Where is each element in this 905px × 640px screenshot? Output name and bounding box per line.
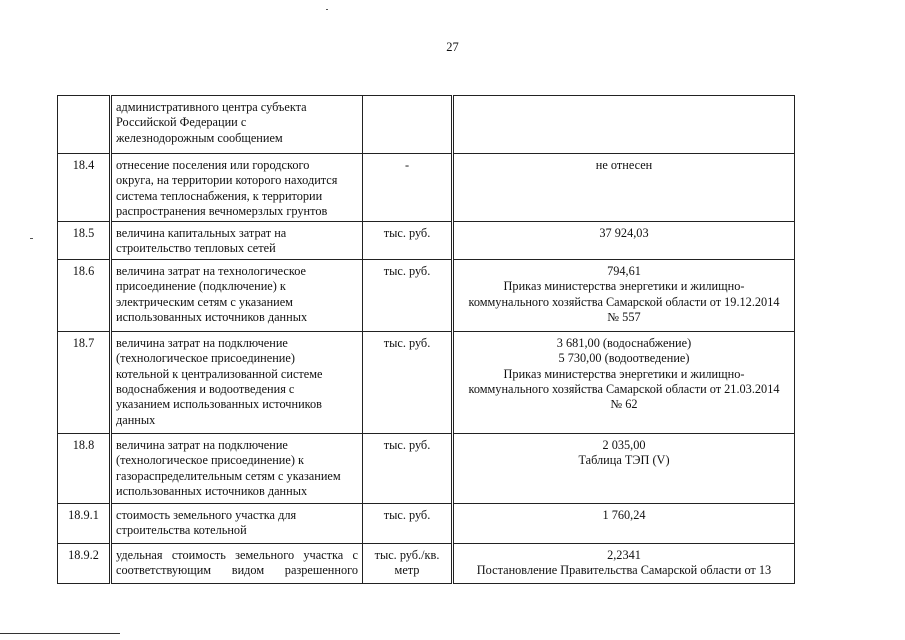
unit-cell: - xyxy=(363,154,453,222)
unit-cell: тыс. руб. xyxy=(363,332,453,434)
unit-text: тыс. руб./кв. xyxy=(374,548,440,563)
parameter-text: строительства котельной xyxy=(116,523,247,538)
parameter-text: котельной к централизованной системе xyxy=(116,366,323,381)
value-cell xyxy=(453,260,795,332)
value-cell xyxy=(453,154,795,222)
unit-cell: тыс. руб. xyxy=(363,504,453,544)
parameter-cell xyxy=(111,434,363,504)
parameter-text: (технологическое присоединение) xyxy=(116,351,295,366)
parameter-text: данных xyxy=(116,412,156,427)
row-number: 18.9.2 xyxy=(58,544,111,584)
table-row xyxy=(58,434,795,504)
parameter-text: газораспределительным сетям с указанием xyxy=(116,468,341,483)
parameter-cell xyxy=(111,96,363,154)
scan-speck xyxy=(30,238,33,239)
value-cell xyxy=(453,544,795,584)
unit-text: метр xyxy=(394,563,420,578)
unit-cell: тыс. руб. xyxy=(363,222,453,260)
value-cell xyxy=(453,96,795,154)
table-row xyxy=(58,222,795,260)
parameter-text: отнесение поселения или городского xyxy=(116,158,310,172)
row-number: 18.6 xyxy=(58,260,111,332)
table-row xyxy=(58,332,795,434)
scan-speck xyxy=(326,9,328,10)
value-cell xyxy=(453,222,795,260)
value-text: не отнесен xyxy=(595,158,653,172)
value-text: 37 924,03 xyxy=(599,226,649,241)
footnote-rule xyxy=(0,633,120,634)
parameter-text: соответствующим видом разрешенного xyxy=(116,563,358,578)
parameter-cell xyxy=(111,504,363,544)
row-number: 18.9.1 xyxy=(58,504,111,544)
value-text: № 62 xyxy=(610,397,638,412)
row-number: 18.5 xyxy=(58,222,111,260)
parameter-text: распространения вечномерзлых грунтов xyxy=(116,203,328,218)
parameter-text: использованных источников данных xyxy=(116,484,308,499)
parameter-text: удельная стоимость земельного участка с xyxy=(116,548,358,563)
parameter-text: строительство тепловых сетей xyxy=(116,241,276,256)
value-text: 794,61 xyxy=(607,264,641,279)
page-number: 27 xyxy=(446,40,459,54)
value-text: 2 035,00 xyxy=(602,438,646,453)
row-number: 18.8 xyxy=(58,434,111,504)
parameter-cell xyxy=(111,544,363,584)
parameter-text: величина капитальных затрат на xyxy=(116,226,287,241)
parameters-table xyxy=(57,95,795,584)
parameter-text: указанием использованных источников xyxy=(116,397,322,412)
table-row xyxy=(58,544,795,584)
parameter-text: величина затрат на технологическое xyxy=(116,264,306,279)
value-text: коммунального хозяйства Самарской области от 19.12.2014 xyxy=(468,294,780,309)
unit-cell: тыс. руб. xyxy=(363,260,453,332)
parameter-text: присоединение (подключение) к xyxy=(116,279,286,294)
parameter-text: железнодорожным сообщением xyxy=(116,130,283,145)
value-text: № 557 xyxy=(607,310,641,325)
parameter-text: стоимость земельного участка для xyxy=(116,508,297,523)
value-text: 5 730,00 (водоотведение) xyxy=(558,351,690,366)
value-text: Таблица ТЭП (V) xyxy=(578,453,670,468)
value-text: 2,2341 xyxy=(607,548,641,563)
parameter-cell xyxy=(111,332,363,434)
table-row xyxy=(58,154,795,222)
value-cell xyxy=(453,504,795,544)
parameter-text: (технологическое присоединение) к xyxy=(116,453,304,468)
unit-cell xyxy=(363,96,453,154)
table-row xyxy=(58,504,795,544)
unit-cell: тыс. руб. xyxy=(363,434,453,504)
parameter-text: система теплоснабжения, к территории xyxy=(116,188,323,203)
row-number: 18.4 xyxy=(58,154,111,222)
parameter-cell xyxy=(111,222,363,260)
parameter-text: величина затрат на подключение xyxy=(116,336,288,351)
value-text: Постановление Правительства Самарской области от 13 xyxy=(476,563,772,578)
parameter-text: округа, на территории которого находится xyxy=(116,173,338,188)
row-number: 18.7 xyxy=(58,332,111,434)
value-cell xyxy=(453,332,795,434)
value-text: 3 681,00 (водоснабжение) xyxy=(556,336,692,351)
unit-cell xyxy=(363,544,453,584)
table-row xyxy=(58,96,795,154)
parameter-text: водоснабжения и водоотведения с xyxy=(116,382,295,397)
parameter-cell xyxy=(111,154,363,222)
row-number xyxy=(58,96,111,154)
value-text: 1 760,24 xyxy=(602,508,646,523)
value-cell xyxy=(453,434,795,504)
parameter-text: электрическим сетям с указанием xyxy=(116,294,293,309)
value-text: Приказ министерства энергетики и жилищно- xyxy=(503,279,745,294)
value-text: Приказ министерства энергетики и жилищно- xyxy=(503,366,745,381)
parameter-text: административного центра субъекта xyxy=(116,100,307,114)
parameter-text: Российской Федерации с xyxy=(116,115,247,130)
parameter-text: использованных источников данных xyxy=(116,310,308,325)
table-row xyxy=(58,260,795,332)
parameter-text: величина затрат на подключение xyxy=(116,438,288,453)
parameter-cell xyxy=(111,260,363,332)
value-text: коммунального хозяйства Самарской области от 21.03.2014 xyxy=(468,382,780,397)
